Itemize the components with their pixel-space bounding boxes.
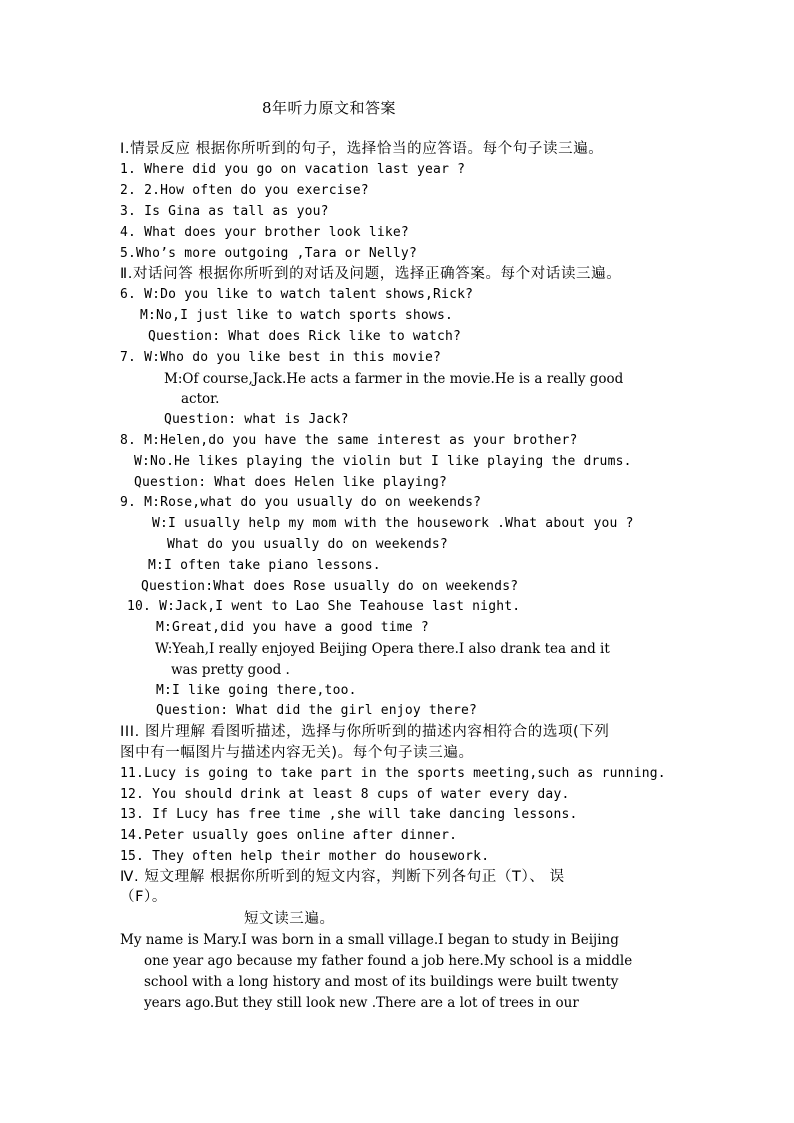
text-line: 10. W:Jack,I went to Lao She Teahouse last night. (127, 599, 521, 614)
text-line: M:No,I just like to watch sports shows. (140, 308, 454, 323)
text-line: 9. M:Rose,what do you usually do on weekends? (120, 495, 482, 510)
text-line: 11.Lucy is going to take part in the sports meeting,such as running. (120, 766, 666, 781)
text-line: 13. If Lucy has free time ,she will take dancing lessons. (120, 807, 578, 822)
text-line: W:No.He likes playing the violin but I like playing the drums. (134, 454, 632, 469)
text-line: 5.Who’s more outgoing ,Tara or Nelly? (120, 246, 417, 261)
text-line: M:I like going there,too. (156, 683, 357, 698)
text-line: 6. W:Do you like to watch talent shows,Rick? (120, 287, 474, 302)
section-4-heading: Ⅳ. 短文理解 根据你所听到的短文内容，判断下列各句正（T）、 误 (120, 869, 565, 885)
document-title: 8年听力原文和答案 (262, 99, 397, 117)
text-line: 7. W:Who do you like best in this movie? (120, 350, 442, 365)
text-line: M:Great,did you have a good time ? (156, 620, 429, 635)
section-4-note: 短文读三遍。 (244, 911, 335, 927)
passage-line: My name is Mary.I was born in a small village.I began to study in Beijing (120, 932, 619, 948)
section-3-heading: III. 图片理解 看图听描述，选择与你所听到的描述内容相符合的选项(下列 (120, 724, 610, 740)
text-line: 4. What does your brother look like? (120, 225, 409, 240)
text-line: M:Of course,Jack.He acts a farmer in the movie.He is a really good (164, 371, 624, 387)
text-line: W:Yeah,I really enjoyed Beijing Opera there.I also drank tea and it (155, 641, 610, 657)
section-2-heading: Ⅱ.对话问答 根据你所听到的对话及问题，选择正确答案。每个对话读三遍。 (120, 266, 622, 282)
text-line: Question: What does Rick like to watch? (148, 329, 462, 344)
text-line: 2. 2.How often do you exercise? (120, 183, 369, 198)
passage-line: one year ago because my father found a job here.My school is a middle (144, 953, 633, 969)
text-line: Question: What did the girl enjoy there? (156, 703, 478, 718)
section-4-heading-cont: （F）。 (120, 889, 167, 905)
text-line: 14.Peter usually goes online after dinner. (120, 828, 458, 843)
text-line: 12. You should drink at least 8 cups of water every day. (120, 787, 570, 802)
text-line: was pretty good . (171, 662, 290, 678)
text-line: 8. M:Helen,do you have the same interest as your brother? (120, 433, 578, 448)
text-line: What do you usually do on weekends? (167, 537, 448, 552)
passage-line: school with a long history and most of its buildings were built twenty (144, 974, 619, 990)
text-line: actor. (181, 391, 220, 407)
text-line: M:I often take piano lessons. (148, 558, 381, 573)
text-line: Question: what is Jack? (164, 412, 349, 427)
section-3-heading-cont: 图中有一幅图片与描述内容无关)。每个句子读三遍。 (120, 745, 474, 761)
text-line: Question:What does Rose usually do on weekends? (141, 579, 519, 594)
text-line: W:I usually help my mom with the housework .What about you ? (152, 516, 634, 531)
passage-line: years ago.But they still look new .There are a lot of trees in our (144, 995, 579, 1011)
text-line: Question: What does Helen like playing? (134, 475, 448, 490)
section-1-heading: Ⅰ.情景反应 根据你所听到的句子，选择恰当的应答语。每个句子读三遍。 (120, 141, 604, 157)
text-line: 15. They often help their mother do housework. (120, 849, 490, 864)
text-line: 1. Where did you go on vacation last year ? (120, 162, 466, 177)
text-line: 3. Is Gina as tall as you? (120, 204, 329, 219)
